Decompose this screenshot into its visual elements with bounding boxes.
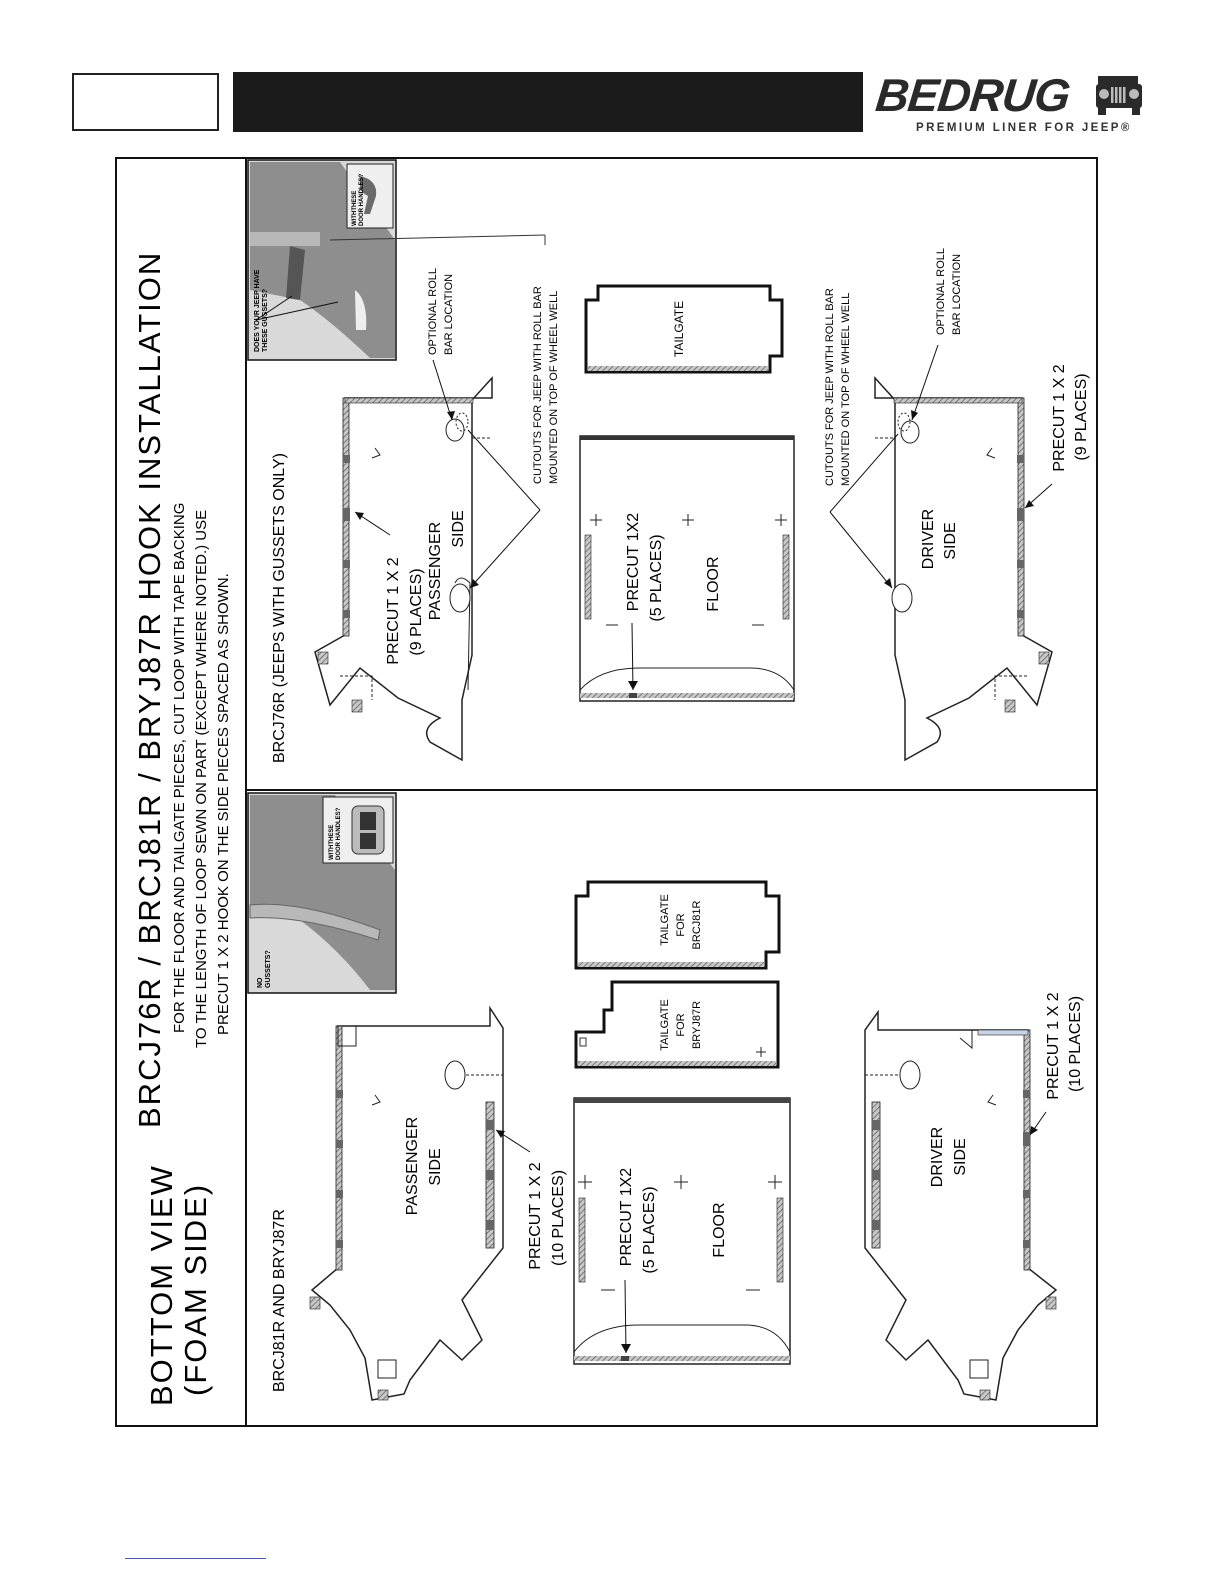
logo-wordmark: BEDRUG (873, 69, 1073, 121)
left-column-text (132, 251, 232, 1406)
driver-label-bottom-line1: DRIVER (929, 1126, 946, 1188)
passenger-precut-bottom-line2: (10 PLACES) (550, 1169, 567, 1267)
gussets-question-line1: DOES YOUR JEEP HAVE (254, 269, 261, 352)
driver-precut-top-line2: (9 PLACES) (1073, 373, 1090, 461)
driver-precut-top-line1: PRECUT 1 X 2 (1051, 364, 1068, 472)
instruction-line3: PRECUT 1 X 2 HOOK ON THE SIDE PIECES SPACED AS SHOWN. (215, 573, 232, 1035)
tailgate-81r-line1: TAILGATE (659, 894, 671, 946)
floor-piece-top (580, 436, 794, 701)
driver-precut-bottom-line1: PRECUT 1 X 2 (1045, 992, 1062, 1100)
page-heading: BRCJ76R / BRCJ81R / BRYJ87R HOOK INSTALLATION (132, 250, 167, 1128)
floor-label-bottom: FLOOR (711, 1202, 728, 1258)
driver-label-bottom-line2: SIDE (952, 1138, 969, 1176)
door-handles-line2-top: DOOR HANDLES? (359, 173, 365, 226)
section-bottom-heading: BRCJ81R AND BRYJ87R (271, 1209, 288, 1392)
driver-label-top-line2: SIDE (942, 522, 959, 560)
tailgate-87r-line1: TAILGATE (659, 999, 671, 1051)
instruction-line1: FOR THE FLOOR AND TAILGATE PIECES, CUT LOOP WITH TAPE BACKING (171, 502, 188, 1033)
photo-no-gussets (248, 793, 396, 993)
floor-precut-bottom-line2: (5 PLACES) (641, 1186, 658, 1274)
footer-link-underline (125, 1558, 266, 1559)
cutouts-passenger-line1: CUTOUTS FOR JEEP WITH ROLL BAR (532, 286, 544, 484)
door-handles-line1-top: WITHTHESE (352, 190, 358, 226)
cutouts-driver-line2: MOUNTED ON TOP OF WHEEL WELL (840, 292, 852, 486)
photo-gussets (248, 160, 545, 360)
logo-tagline: PREMIUM LINER FOR JEEP® (916, 122, 1132, 134)
tailgate-brcj81r-piece (576, 882, 779, 968)
driver-precut-bottom-line2: (10 PLACES) (1067, 995, 1084, 1093)
tailgate-81r-line2: FOR (675, 913, 687, 937)
passenger-label-bottom-line2: SIDE (427, 1148, 444, 1186)
passenger-side-piece-bottom (310, 1008, 567, 1400)
view-title-line1: BOTTOM VIEW (144, 1164, 179, 1406)
gussets-question-line2: THESE GUSSETS? (262, 288, 269, 352)
passenger-precut-top-line2: (9 PLACES) (408, 568, 425, 656)
cutouts-driver-line1: CUTOUTS FOR JEEP WITH ROLL BAR (824, 288, 836, 486)
floor-precut-top-line2: (5 PLACES) (648, 534, 665, 622)
door-handles-line1-bottom: WITHTHESE (329, 824, 335, 860)
passenger-side-piece-top (315, 378, 492, 760)
no-gussets-line1: NO (257, 977, 264, 988)
roll-bar-passenger-line2: BAR LOCATION (443, 273, 455, 355)
roll-bar-driver-line2: BAR LOCATION (951, 253, 963, 335)
door-handles-line2-bottom: DOOR HANDLES? (336, 807, 342, 860)
passenger-label-top-line1: PASSENGER (427, 521, 444, 621)
passenger-label-top-line2: SIDE (450, 510, 467, 548)
instruction-line2: TO THE LENGTH OF LOOP SEWN ON PART (EXCEPT WHERE NOTED.) USE (193, 509, 210, 1048)
floor-label-top: FLOOR (705, 556, 722, 612)
floor-precut-bottom-line1: PRECUT 1X2 (618, 1167, 635, 1267)
passenger-precut-bottom-line1: PRECUT 1 X 2 (527, 1162, 544, 1270)
cutouts-passenger-line2: MOUNTED ON TOP OF WHEEL WELL (548, 290, 560, 484)
passenger-label-bottom-line1: PASSENGER (404, 1116, 421, 1216)
driver-side-piece-top (824, 248, 1090, 760)
driver-side-piece-bottom (865, 992, 1084, 1400)
roll-bar-driver-line1: OPTIONAL ROLL (935, 247, 947, 335)
tailgate-label-top: TAILGATE (672, 300, 686, 358)
view-title-line2: (FOAM SIDE) (178, 1182, 213, 1396)
tailgate-87r-line2: FOR (675, 1013, 687, 1037)
floor-piece-bottom (574, 1098, 790, 1364)
tailgate-bryj87r-piece (576, 982, 778, 1067)
tailgate-piece-top (586, 286, 782, 372)
no-gussets-line2: GUSSETS? (265, 950, 272, 988)
tailgate-81r-line3: BRCJ81R (691, 900, 703, 950)
passenger-precut-top-line1: PRECUT 1 X 2 (385, 557, 402, 665)
section-top-heading: BRCJ76R (JEEPS WITH GUSSETS ONLY) (271, 453, 288, 763)
tailgate-87r-line3: BRYJ87R (691, 1000, 703, 1050)
roll-bar-passenger-line1: OPTIONAL ROLL (427, 267, 439, 355)
driver-label-top-line1: DRIVER (920, 508, 937, 570)
floor-precut-top-line1: PRECUT 1X2 (625, 512, 642, 612)
